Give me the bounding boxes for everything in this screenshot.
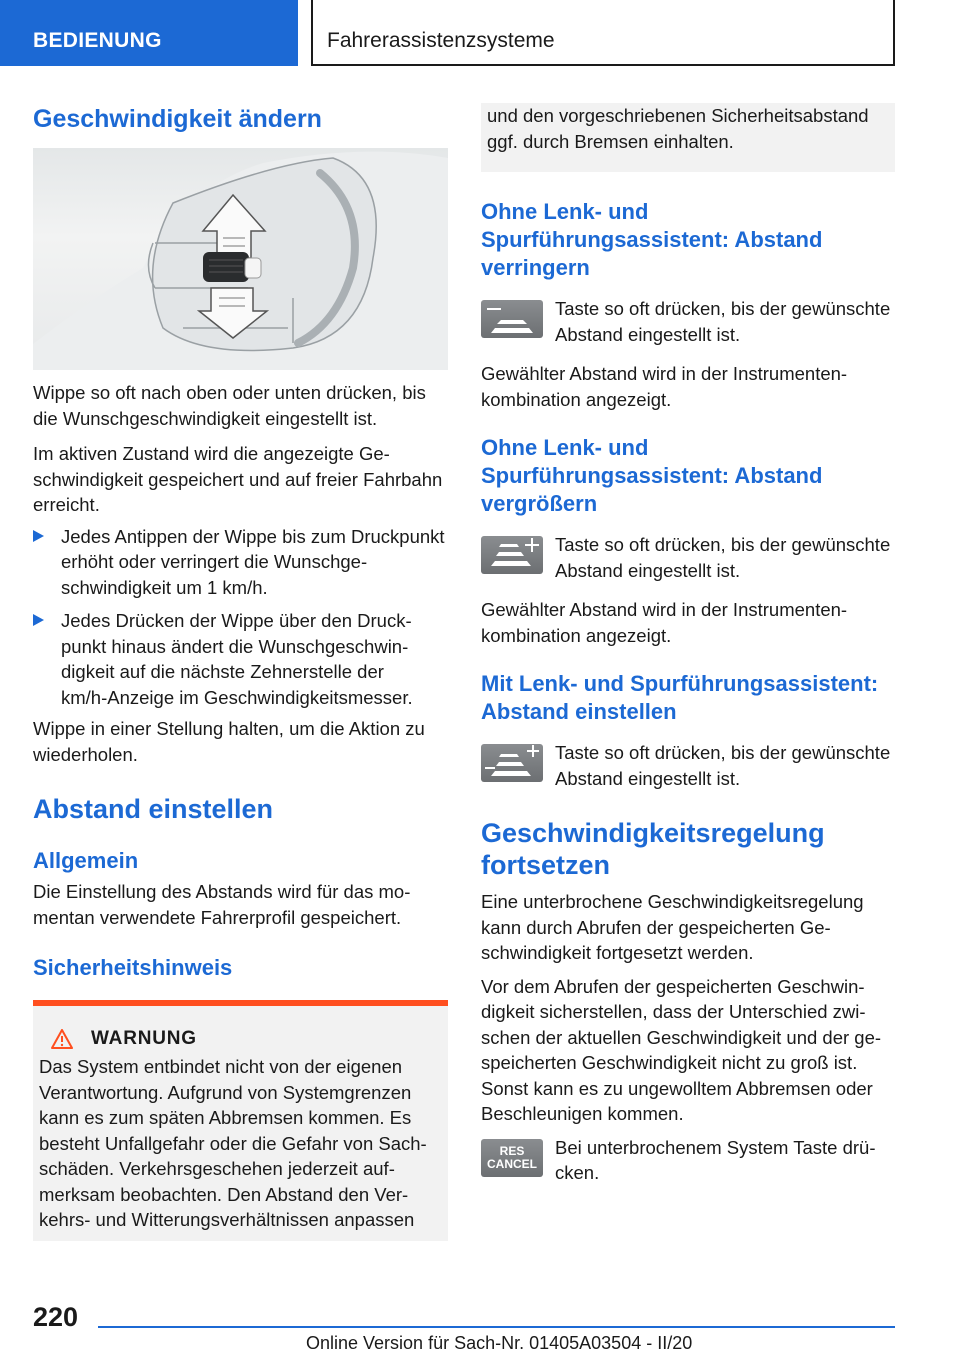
footer-online-version: Online Version für Sach-Nr. 01405A03504 - II/20 [306,1333,693,1353]
resume-button-text: Bei unterbrochenem System Taste drücken. [555,1136,876,1183]
heading-safety: Sicherheitshinweis [33,955,233,980]
heading-increase-distance: Ohne Lenk- und Spurführungsassistent: Abstand vergrößern [481,435,823,516]
press-text: Taste so oft drücken, bis der gewünschte Abstand eingestellt ist. [555,742,891,789]
warning-continuation: und den vorgeschriebenen Sicherheitsabstand ggf. durch Bremsen einhalten. [481,103,895,172]
rocker-switch-illustration [33,148,448,370]
steering-wheel-rocker-image [33,148,448,370]
shown-text: Gewählter Abstand wird in der Instrumentenkombination angezeigt. [481,599,848,646]
press-text: Taste so oft drücken, bis der gewünschte Abstand eingestellt ist. [555,534,891,581]
heading-decrease-distance: Ohne Lenk- und Spurführungsassistent: Abstand verringern [481,199,823,280]
para-rocker: Wippe so oft nach oben oder unten drücken, bis die Wunschgeschwindigkeit eingestellt ist. [33,382,426,429]
bullet-list [33,524,448,711]
warning-text: Das System entbindet nicht von der eigenen Verantwortung. Aufgrund von Systemgrenzen kann es zum späten Abbremsen kommen. Es besteht Unfallgefahr oder die Gefahr von Sachschäden. Verkehrsgeschehen jederzeit aufmerksam beobachten. Den Abstand den Verkehrs- und Witterungsverhältnissen anpassen [39,1056,427,1230]
heading-set-distance: Abstand einstellen [33,794,274,824]
para-general: Die Einstellung des Abstands wird für das momentan verwendete Fahrerprofil gespeichert. [33,881,411,928]
warning-triangle-icon [51,1029,73,1049]
left-column [33,100,448,1241]
triangle-bullet-icon [33,614,44,626]
distance-decrease-icon [481,300,543,338]
para-hold: Wippe in einer Stellung halten, um die Aktion zu wiederholen. [33,718,425,765]
list-item: Jedes Drücken der Wippe über den Druckpunkt hinaus ändert die Wunschgeschwindigkeit auf die nächste Zehnerstelle der km/h‑Anzeige im Geschwindigkeitsmesser. [33,608,448,710]
list-item: Jedes Antippen der Wippe bis zum Druckpunkt erhöht oder verringert die Wunschgeschwindigkeit um 1 km/h. [33,524,448,601]
right-column [481,103,895,1186]
page-header [0,0,960,66]
distance-increase-icon [481,536,543,574]
chapter-title: Fahrerassistenzsysteme [311,0,895,66]
res-cancel-icon: RES CANCEL [481,1139,543,1177]
warning-title: WARNUNG [91,1028,197,1049]
footer-divider [98,1326,895,1328]
warning-block [33,1000,448,1241]
page-number: 220 [33,1302,79,1332]
resume-para1: Eine unterbrochene Geschwindigkeitsregelung kann durch Abrufen der gespeicherten Geschwindigkeit fortgesetzt werden. [481,891,864,963]
heading-change-speed: Geschwindigkeit ändern [33,105,322,133]
heading-with-assistant: Mit Lenk- und Spurführungsassistent: Abstand einstellen [481,671,879,724]
resume-para2: Vor dem Abrufen der gespeicherten Geschwindigkeit sicherstellen, dass der Unterschied zwischen der aktuellen Geschwindigkeit und der gespeicherten Geschwindigkeit nicht zu groß ist. Sonst kann es zu ungewolltem Abbremsen oder Beschleunigen kommen. [481,975,882,1124]
heading-resume: Geschwindigkeitsregelung fortsetzen [481,818,825,880]
triangle-bullet-icon [33,530,44,542]
distance-adjust-icon [481,744,543,782]
heading-general: Allgemein [33,848,139,873]
para-active-state: Im aktiven Zustand wird die angezeigte Geschwindigkeit gespeichert und auf freier Fahrbahn erreicht. [33,443,443,515]
section-tab: BEDIENUNG [0,0,298,66]
press-text: Taste so oft drücken, bis der gewünschte Abstand eingestellt ist. [555,298,891,345]
shown-text: Gewählter Abstand wird in der Instrumentenkombination angezeigt. [481,363,848,410]
